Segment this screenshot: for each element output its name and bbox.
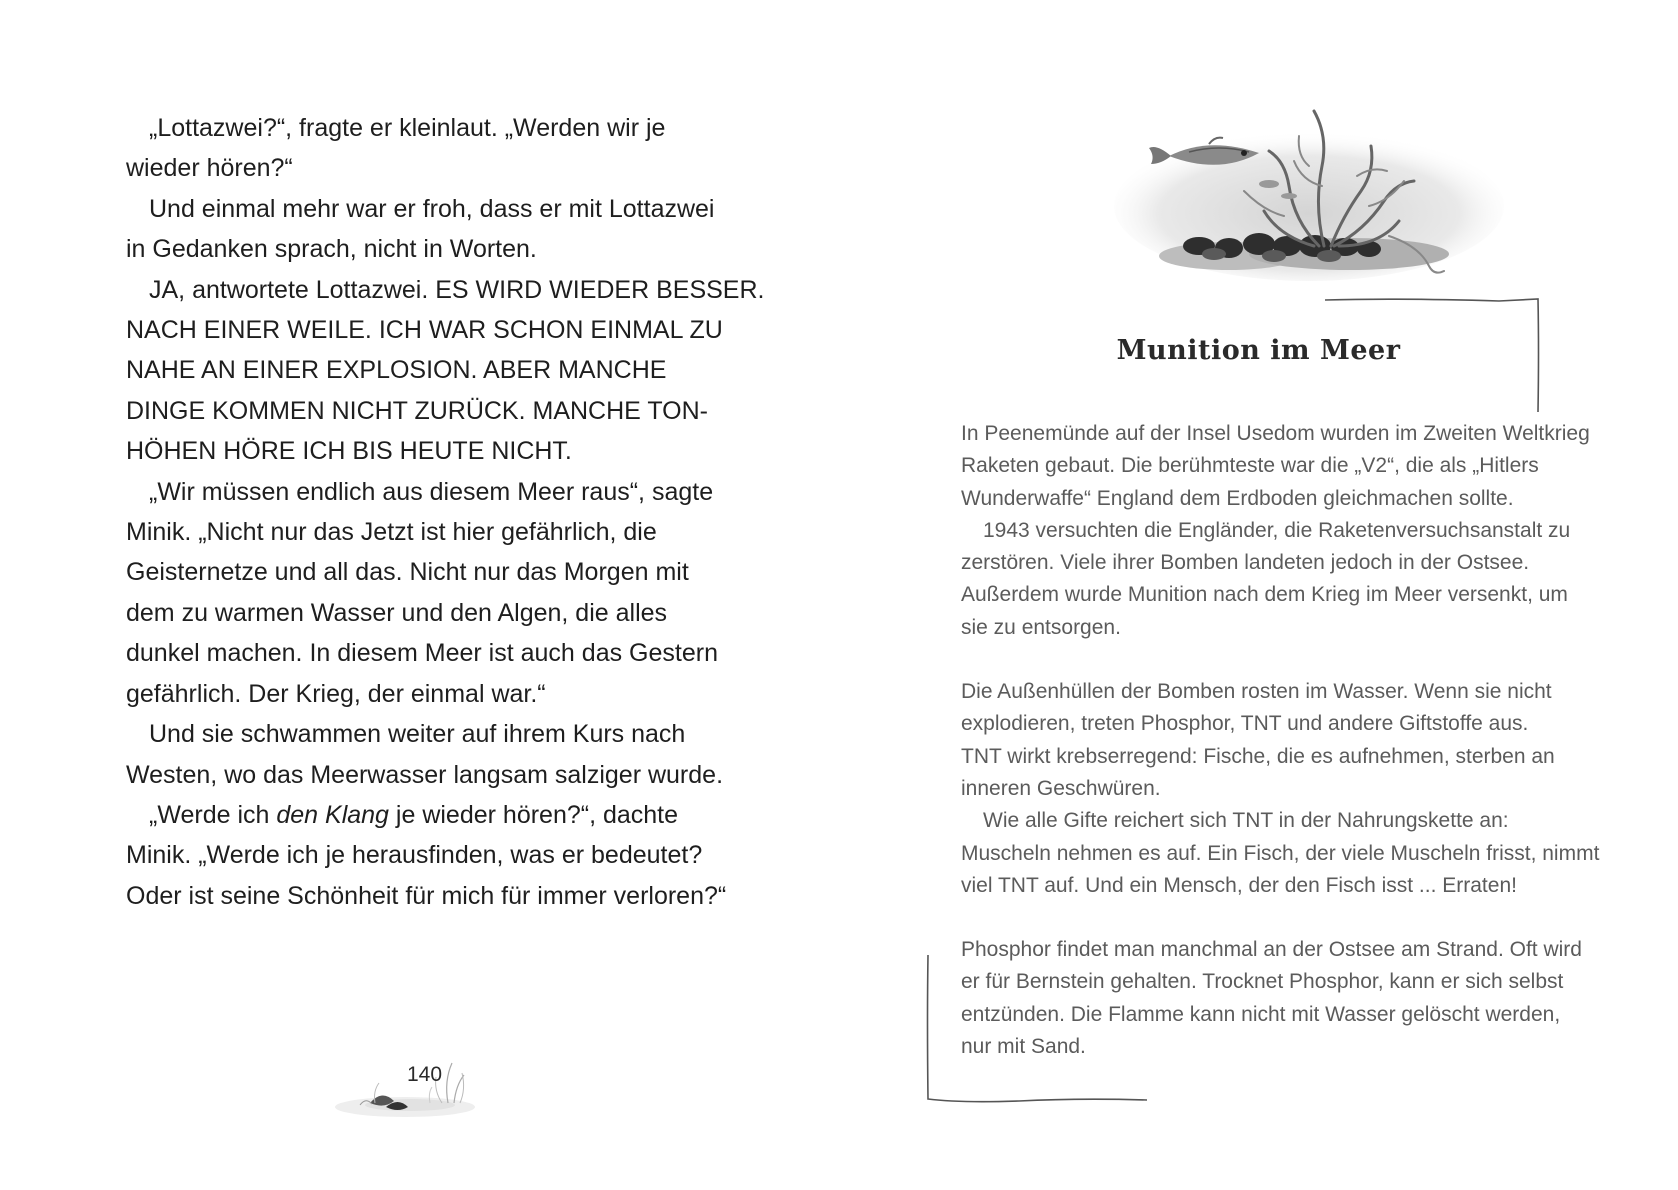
info-line: Wunderwaffe“ England dem Erdboden gleichmachen sollte.	[961, 486, 1514, 510]
info-line: sie zu entsorgen.	[961, 615, 1121, 639]
page-number: 140	[407, 1063, 443, 1086]
story-line: Minik. „Werde ich je herausfinden, was er bedeutet?	[126, 841, 703, 870]
info-line: nur mit Sand.	[961, 1035, 1086, 1059]
right-page	[839, 0, 1678, 1190]
info-line: zerstören. Viele ihrer Bomben landeten jedoch in der Ostsee.	[961, 551, 1530, 575]
story-line: JA, antwortete Lottazwei. ES WIRD WIEDER BESSER.	[149, 275, 765, 304]
story-line: NAHE AN EINER EXPLOSION. ABER MANCHE	[126, 356, 667, 385]
story-line: gefährlich. Der Krieg, der einmal war.“	[126, 679, 546, 708]
page-footer	[330, 1045, 500, 1125]
story-line: wieder hören?“	[126, 154, 293, 183]
story-line: DINGE KOMMEN NICHT ZURÜCK. MANCHE TON-	[126, 396, 708, 425]
info-line: Muscheln nehmen es auf. Ein Fisch, der viele Muscheln frisst, nimmt	[961, 841, 1600, 865]
story-line: dunkel machen. In diesem Meer ist auch das Gestern	[126, 639, 718, 668]
story-line: Geisternetze und all das. Nicht nur das Morgen mit	[126, 558, 689, 587]
story-line: Und einmal mehr war er froh, dass er mit Lottazwei	[149, 194, 715, 223]
info-line: explodieren, treten Phosphor, TNT und andere Giftstoffe aus.	[961, 712, 1529, 736]
info-line: Außerdem wurde Munition nach dem Krieg im Meer versenkt, um	[961, 583, 1568, 607]
story-line: dem zu warmen Wasser und den Algen, die alles	[126, 598, 668, 627]
story-line: „Lottazwei?“, fragte er kleinlaut. „Werden wir je	[149, 114, 666, 142]
story-line: HÖHEN HÖRE ICH BIS HEUTE NICHT.	[126, 437, 572, 466]
info-line: inneren Geschwüren.	[961, 776, 1161, 800]
info-box-title: Munition im Meer	[1116, 335, 1401, 366]
info-line: Wie alle Gifte reichert sich TNT in der Nahrungskette an:	[983, 809, 1509, 833]
story-line: Und sie schwammen weiter auf ihrem Kurs nach	[149, 720, 686, 749]
info-box-body	[961, 418, 1601, 1063]
info-line: Die Außenhüllen der Bomben rosten im Wasser. Wenn sie nicht	[961, 680, 1552, 704]
story-line: Oder ist seine Schönheit für mich für immer verloren?“	[126, 881, 727, 910]
info-line: er für Bernstein gehalten. Trocknet Phosphor, kann er sich selbst	[961, 970, 1564, 994]
story-line: „Werde ich den Klang je wieder hören?“, dachte	[149, 800, 679, 829]
story-line: Minik. „Nicht nur das Jetzt ist hier gefährlich, die	[126, 518, 657, 547]
story-line: Westen, wo das Meerwasser langsam salziger wurde.	[126, 760, 724, 789]
story-line: in Gedanken sprach, nicht in Worten.	[126, 235, 537, 264]
story-text	[126, 108, 765, 916]
info-line: viel TNT auf. Und ein Mensch, der den Fisch isst ... Erraten!	[961, 873, 1517, 897]
story-line: „Wir müssen endlich aus diesem Meer raus“, sagte	[149, 477, 714, 506]
info-line: entzünden. Die Flamme kann nicht mit Wasser gelöscht werden,	[961, 1002, 1561, 1026]
info-line: Raketen gebaut. Die berühmteste war die „V2“, die als „Hitlers	[961, 454, 1539, 478]
info-line: In Peenemünde auf der Insel Usedom wurden im Zweiten Weltkrieg	[961, 422, 1590, 445]
info-line: Phosphor findet man manchmal an der Ostsee am Strand. Oft wird	[961, 938, 1582, 962]
story-line: NACH EINER WEILE. ICH WAR SCHON EINMAL ZU	[126, 316, 723, 345]
info-line: TNT wirkt krebserregend: Fische, die es aufnehmen, sterben an	[961, 744, 1555, 768]
info-line: 1943 versuchten die Engländer, die Raketenversuchsanstalt zu	[983, 518, 1571, 542]
